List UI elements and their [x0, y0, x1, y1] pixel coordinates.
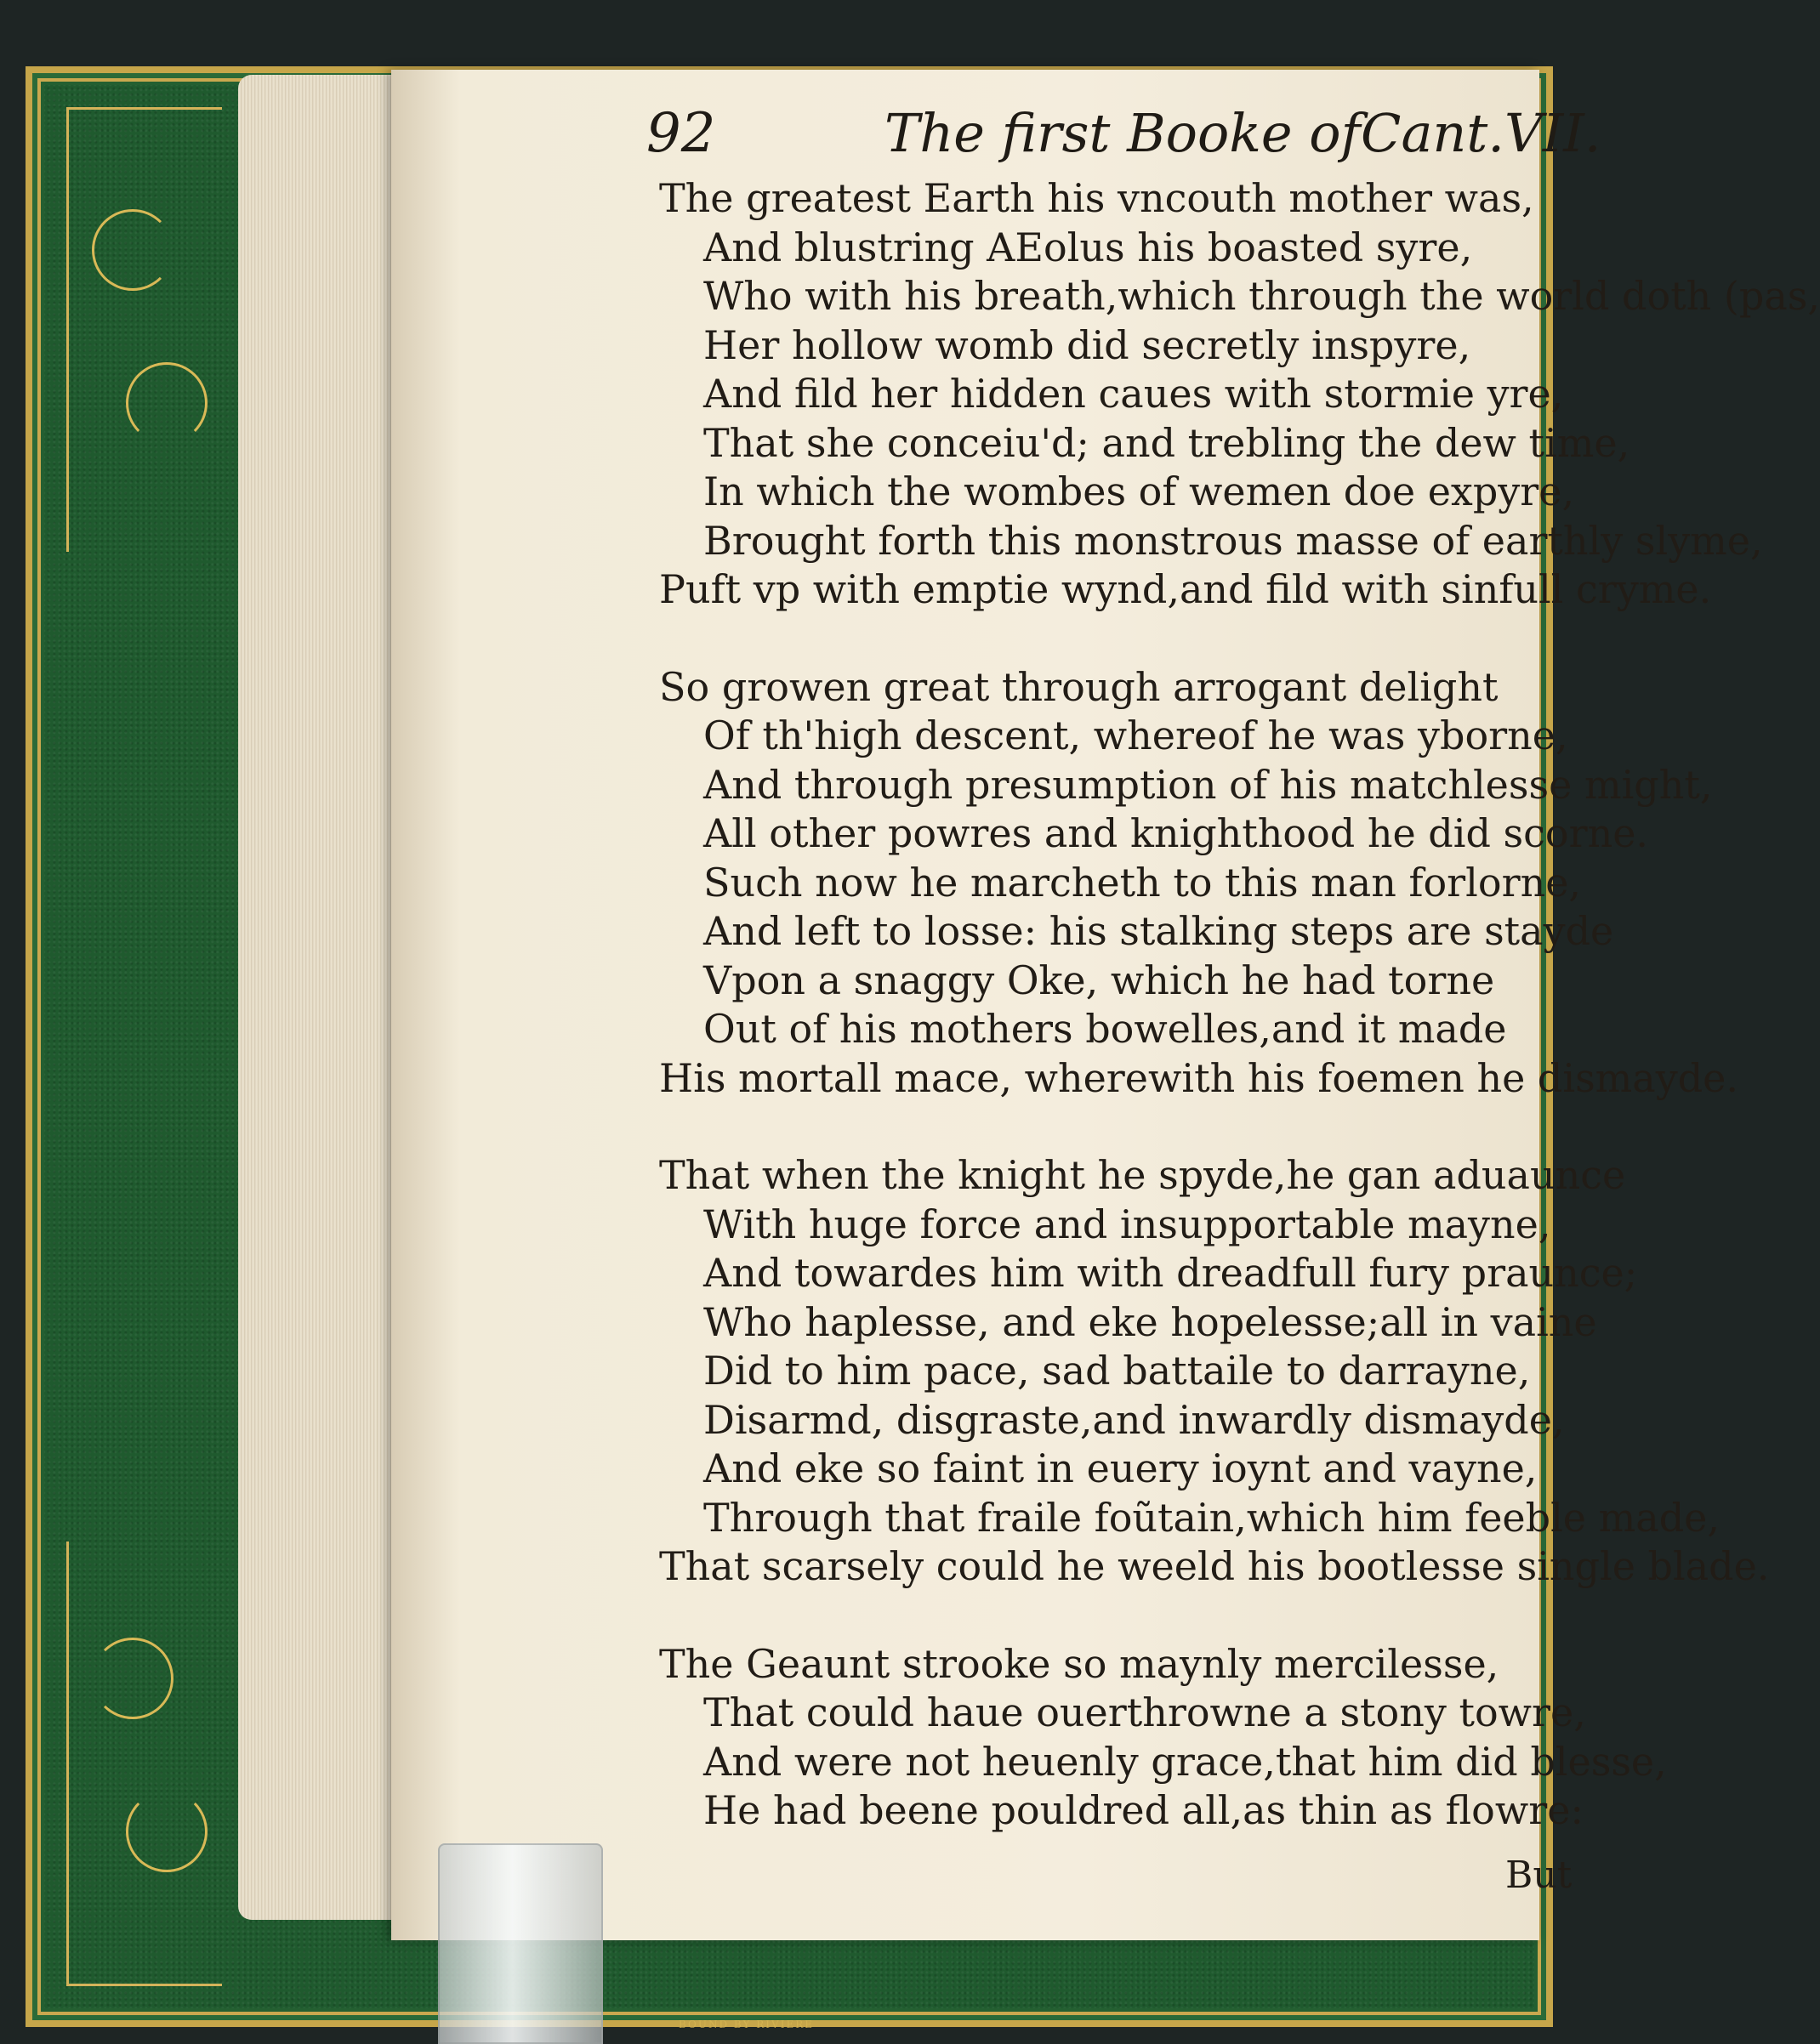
verse-line: And eke so faint in euery ioynt and vayne, — [703, 1445, 1538, 1491]
verse-line: That scarsely could he weeld his bootlesse single blade. — [659, 1543, 1770, 1589]
folio-number: 92 — [646, 102, 716, 165]
verse-line: All other powres and knighthood he did scorne. — [703, 810, 1649, 856]
gilt-scroll-ornament-top — [66, 107, 222, 552]
running-title: The first Booke of — [884, 102, 1361, 164]
verse-line: Of th'high descent, whereof he was yborne, — [703, 713, 1568, 758]
verse-line: That could haue ouerthrowne a stony towre, — [703, 1689, 1586, 1735]
verse-line: And left to losse: his stalking steps are stayde — [703, 908, 1614, 954]
verse-line: That when the knight he spyde,he gan aduaunce — [659, 1152, 1626, 1198]
verse-line: In which the wombes of wemen doe expyre, — [703, 468, 1575, 514]
stanza — [659, 663, 1738, 1104]
verse-line: His mortall mace, wherewith his foemen he dismayde. — [659, 1054, 1738, 1101]
stanza — [659, 1640, 1667, 1836]
verse-line: Vpon a snaggy Oke, which he had torne — [703, 957, 1495, 1003]
verse-line: And blustring AEolus his boasted syre, — [703, 224, 1473, 270]
canto-label: Cant.VII. — [1361, 102, 1601, 164]
verse-line: Through that fraile foũtain,which him feeble made, — [703, 1494, 1720, 1541]
verse-line: Her hollow womb did secretly inspyre, — [703, 321, 1471, 368]
verse-line: Puft vp with emptie wynd,and fild with sinfull cryme. — [659, 566, 1712, 612]
stanza — [659, 1151, 1770, 1592]
gilt-swirl-icon — [92, 209, 173, 291]
verse-line: That she conceiu'd; and trebling the dew time, — [703, 419, 1630, 466]
verse-line: Who with his breath,which through the world doth (pas, — [703, 273, 1820, 319]
catchword: But — [1505, 1854, 1573, 1897]
verse-line: And fild her hidden caues with stormie yre, — [703, 371, 1564, 417]
page-header — [646, 102, 1601, 179]
verse-line: Out of his mothers bowelles,and it made — [703, 1006, 1507, 1052]
verse-line: He had beene pouldred all,as thin as flowre: — [703, 1787, 1584, 1833]
gilt-swirl-icon — [126, 362, 208, 444]
binder-stamp: BOUND BY RIVIERE — [679, 2018, 815, 2030]
verse-line: Such now he marcheth to this man forlorne, — [703, 859, 1582, 906]
gilt-scroll-ornament-bottom — [66, 1542, 222, 1986]
verse-line: And were not heuenly grace,that him did blesse, — [703, 1738, 1667, 1785]
verse-line: Brought forth this monstrous masse of earthly slyme, — [703, 517, 1763, 564]
verse-line: With huge force and insupportable mayne, — [703, 1201, 1551, 1247]
verse-line: Did to him pace, sad battaile to darrayne, — [703, 1348, 1531, 1394]
verse-line: Who haplesse, and eke hopelesse;all in vaine — [703, 1298, 1597, 1345]
verse-line: And through presumption of his matchlesse might, — [703, 761, 1713, 808]
stanza — [659, 174, 1820, 615]
gilt-swirl-icon — [92, 1638, 173, 1719]
verse-line: So growen great through arrogant delight — [659, 663, 1499, 710]
gilt-swirl-icon — [126, 1791, 208, 1872]
verse-line: The greatest Earth his vncouth mother was, — [659, 175, 1534, 221]
verse-line: And towardes him with dreadfull fury praunce; — [703, 1250, 1638, 1296]
verse-line: The Geaunt strooke so maynly mercilesse, — [659, 1640, 1499, 1687]
acrylic-page-holder — [438, 1843, 603, 2044]
page-edges — [238, 75, 400, 1920]
verse-line: Disarmd, disgraste,and inwardly dismayde, — [703, 1396, 1565, 1443]
